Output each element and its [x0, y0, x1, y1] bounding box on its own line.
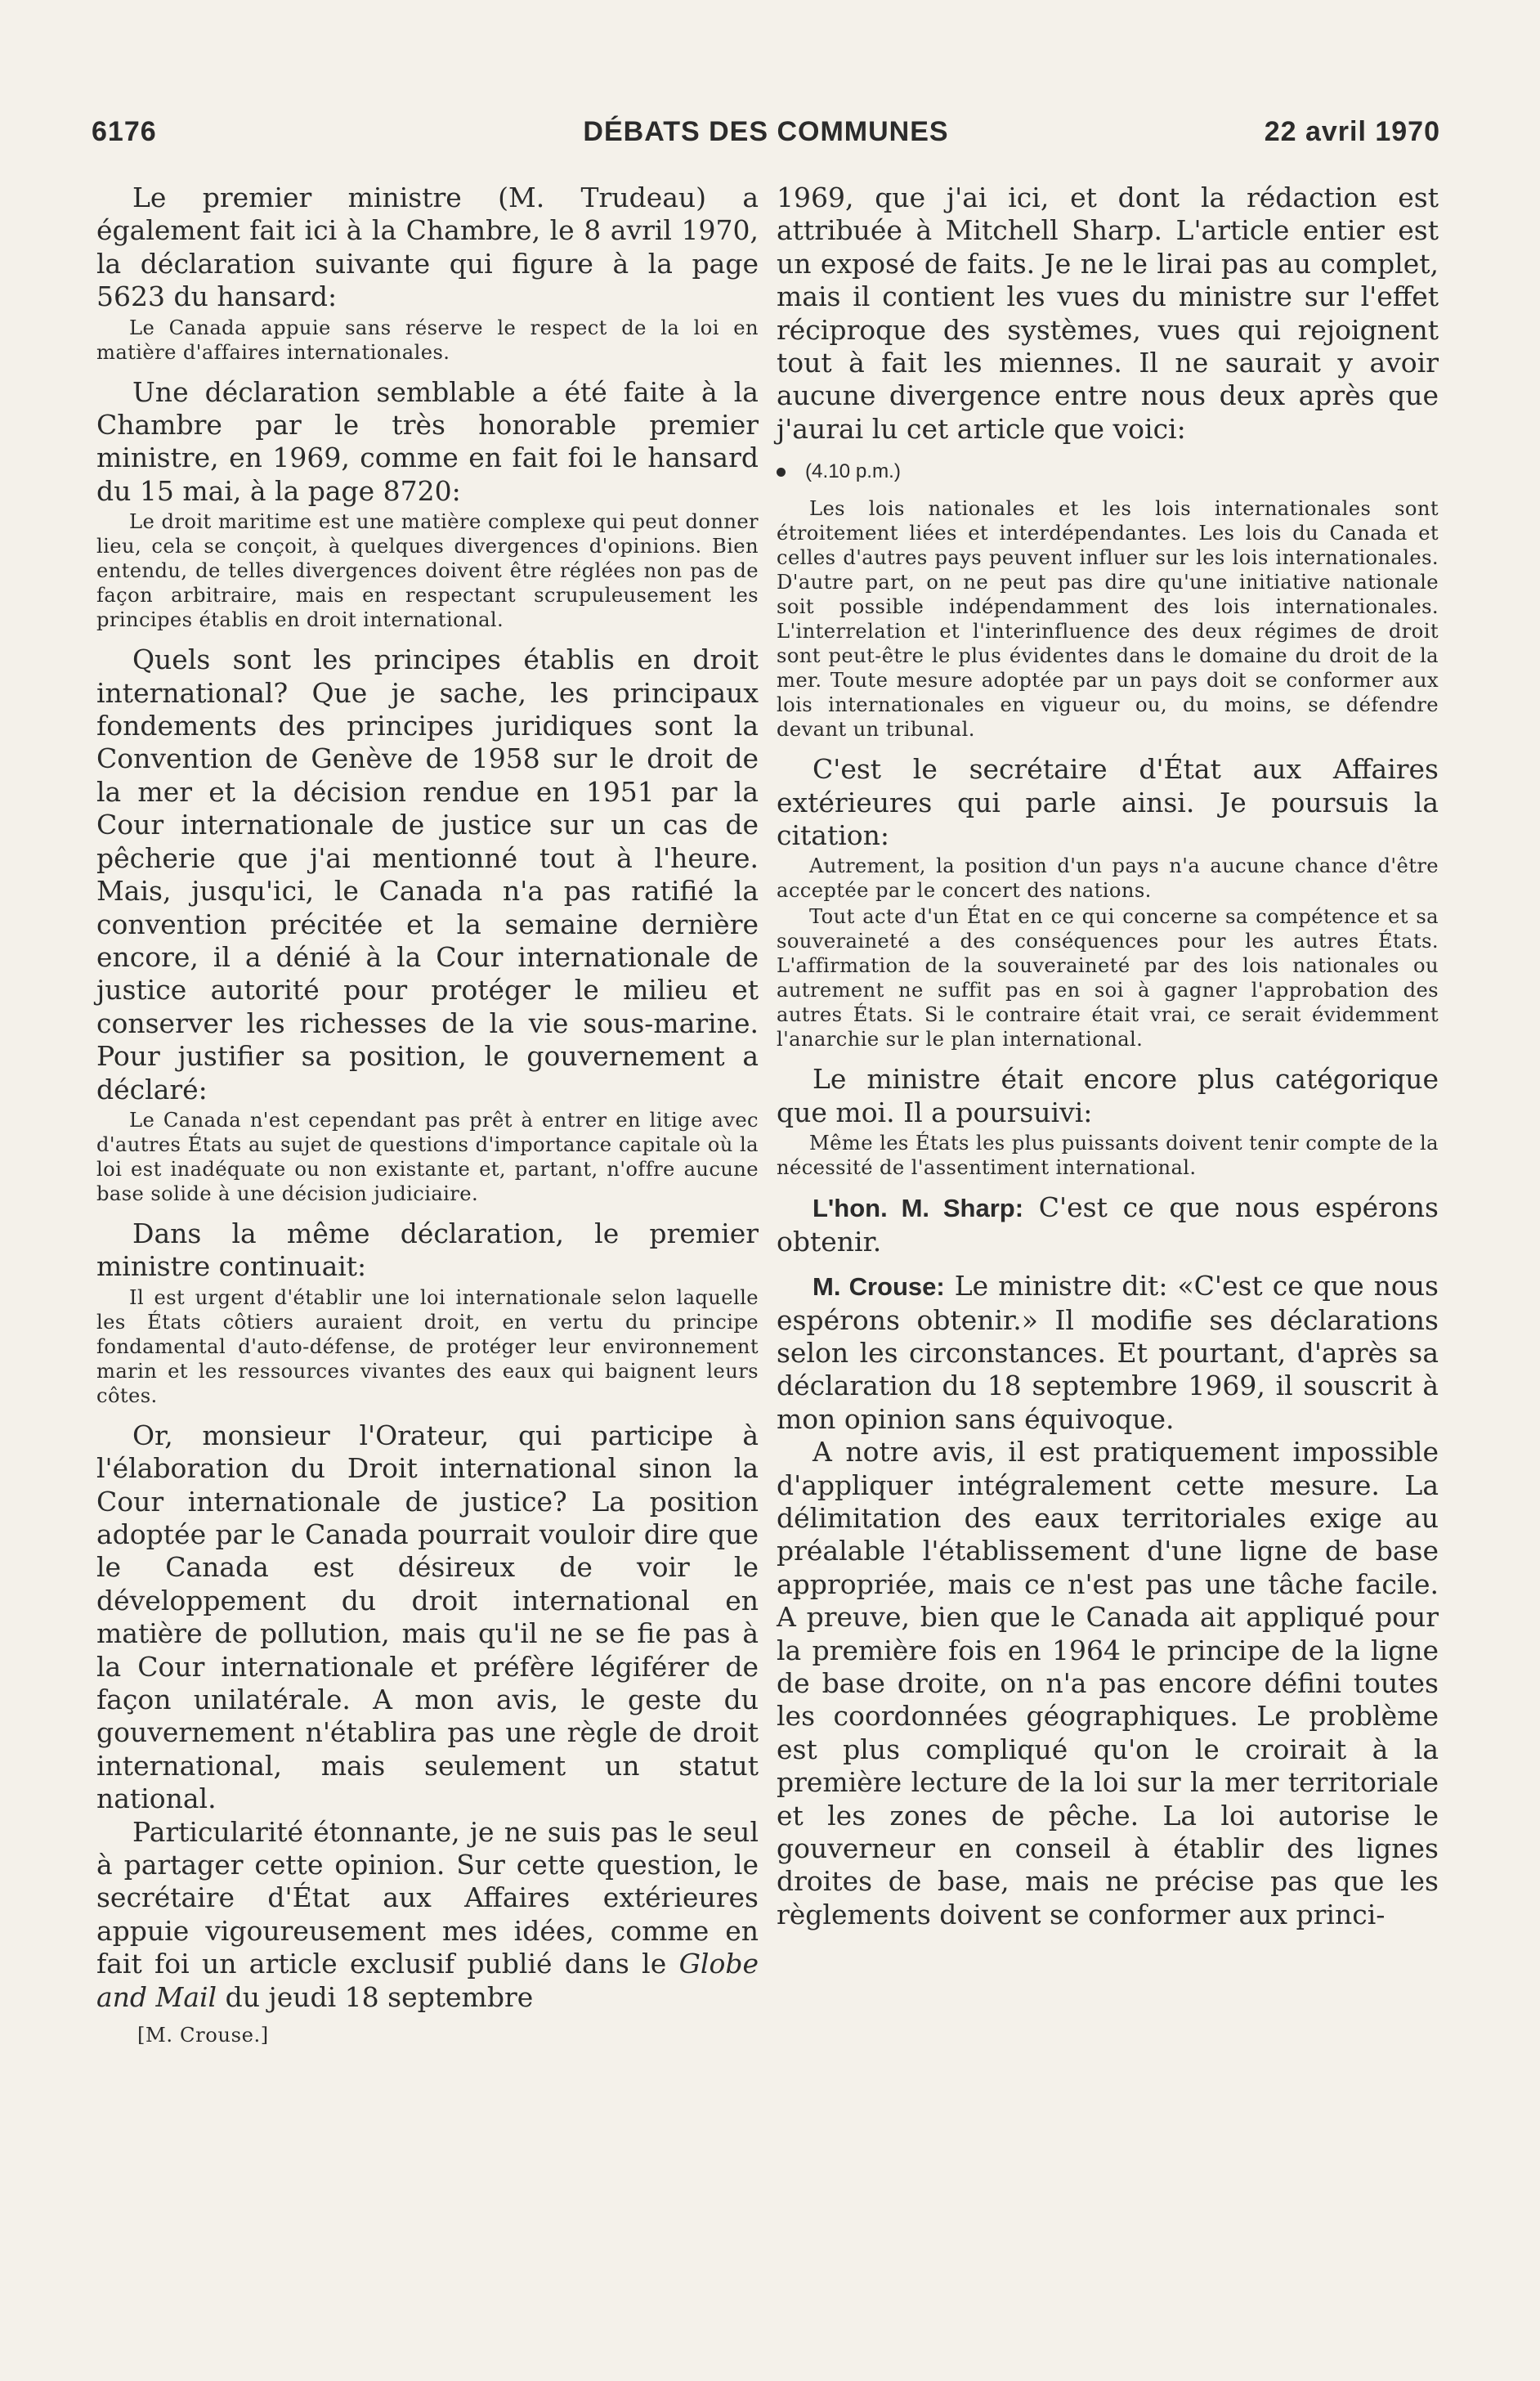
speech-crouse — [777, 1270, 1439, 1436]
paragraph: Le premier ministre (M. Trudeau) a également fait ici à la Chambre, le 8 avril 1970, la déclaration suivante qui figure à la page 5623 du hansard: — [96, 182, 759, 313]
page-date: 22 avril 1970 — [1264, 116, 1440, 147]
speech-text: Le ministre dit: «C'est ce que nous espérons obtenir.» Il modifie ses déclarations selon les circonstances. Et pourtant, d'après sa déclaration du 18 septembre 1969, il souscrit à mon opinion sans équivoque. — [777, 1270, 1439, 1435]
quotation: Le droit maritime est une matière complexe qui peut donner lieu, cela se conçoit, à quelques divergences d'opinions. Bien entendu, de telles divergences doivent être réglées non pas de façon arbitraire, mais en respectant scrupuleusement les principes établis en droit international. — [96, 510, 759, 632]
time-label: (4.10 p.m.) — [805, 460, 901, 483]
quotation: Le Canada appuie sans réserve le respect de la loi en matière d'affaires internationales. — [96, 316, 759, 364]
speaker-signature: [M. Crouse.] — [137, 2024, 269, 2047]
speech-sharp — [777, 1191, 1439, 1258]
publication-title: DÉBATS DES COMMUNES — [583, 116, 949, 147]
bullet-icon — [777, 468, 786, 477]
quotation: Il est urgent d'établir une loi internationale selon laquelle les États côtiers auraient droit, en vertu du principe fondamental d'auto-défense, de protéger leur environnement marin et les ressources vivantes des eaux qui baignent leurs côtes. — [96, 1285, 759, 1407]
paragraph: Quels sont les principes établis en droit international? Que je sache, les principaux fondements des principes juridiques sont la Convention de Genève de 1958 sur le droit de la mer et la décision rendue en 1951 par la Cour internationale de justice sur un cas de pêcherie que j'ai mentionné tout à l'heure. Mais, jusqu'ici, le Canada n'a pas ratifié la convention précitée et la semaine dernière encore, il a dénié à la Cour internationale de justice autorité pour protéger le milieu et conserver les richesses de la vie sous-marine. Pour justifier sa position, le gouvernement a déclaré: — [96, 643, 759, 1105]
text-run: Particularité étonnante, je ne suis pas le seul à partager cette opinion. Sur cette question, le secrétaire d'État aux Affaires extérieures appuie vigoureusement mes idées, comme en fait foi un article exclusif publié dans le — [96, 1815, 759, 1980]
quotation: Même les États les plus puissants doivent tenir compte de la nécessité de l'assentiment international. — [777, 1132, 1439, 1180]
quotation: Le Canada n'est cependant pas prêt à entrer en litige avec d'autres États au sujet de questions d'importance capitale où la loi est inadéquate ou non existante et, partant, n'offre aucune base solide à une décision judiciaire. — [96, 1108, 759, 1205]
newspaper-title: Globe and Mail — [96, 1948, 759, 2013]
speaker-name: L'hon. M. Sharp: — [813, 1194, 1024, 1223]
left-column — [96, 182, 759, 2047]
time-marker — [777, 460, 1439, 483]
quotation: Autrement, la position d'un pays n'a aucune chance d'être acceptée par le concert des nations. — [777, 854, 1439, 903]
quotation: Les lois nationales et les lois internationales sont étroitement liées et interdépendantes. Les lois du Canada et celles d'autres pays peuvent influer sur les lois internationales. D'autre part, on ne peut pas dire qu'une initiative nationale soit possible indépendamment des lois internationales. L'interrelation et l'interinfluence des deux régimes de droit sont peut-être le plus évidentes dans le domaine du droit de la mer. Toute mesure adoptée par un pays doit se conformer aux lois internationales en vigueur ou, du moins, se défendre devant un tribunal. — [777, 497, 1439, 742]
text-run: du jeudi 18 septembre — [217, 1980, 534, 2013]
paragraph: Le ministre était encore plus catégorique que moi. Il a poursuivi: — [777, 1063, 1439, 1128]
paragraph: A notre avis, il est pratiquement impossible d'appliquer intégralement cette mesure. La délimitation des eaux territoriales exige au préalable l'établissement d'une ligne de base appropriée, mais ce n'est pas une tâche facile. A preuve, bien que le Canada ait appliqué pour la première fois en 1964 le principe de la ligne de base droite, on n'a pas encore défini toutes les coordonnées géographiques. Le problème est plus compliqué qu'on le croirait à la première lecture de la loi sur la mer territoriale et les zones de pêche. La loi autorise le gouverneur en conseil à établir des lignes droites de base, mais ne précise pas que les règlements doivent se conformer aux princi- — [777, 1436, 1439, 1930]
speech-text: C'est ce que nous espérons obtenir. — [777, 1191, 1439, 1258]
paragraph: Dans la même déclaration, le premier ministre continuait: — [96, 1217, 759, 1283]
quotation: Tout acte d'un État en ce qui concerne sa compétence et sa souveraineté a des conséquences pour les autres États. L'affirmation de la souveraineté par des lois nationales ou autrement ne suffit pas en soi à gagner l'approbation des autres États. Si le contraire était vrai, ce serait évidemment l'anarchie sur le plan international. — [777, 905, 1439, 1051]
right-column — [777, 182, 1439, 1931]
page-number: 6176 — [92, 116, 157, 147]
paragraph: C'est le secrétaire d'État aux Affaires extérieures qui parle ainsi. Je poursuis la citation: — [777, 753, 1439, 852]
paragraph-globe-and-mail — [96, 1816, 759, 2014]
speaker-name: M. Crouse: — [813, 1272, 945, 1302]
page-header — [92, 116, 1440, 157]
paragraph: 1969, que j'ai ici, et dont la rédaction est attribuée à Mitchell Sharp. L'article entier est un exposé de faits. Je ne le lirai pas au complet, mais il contient les vues du ministre sur l'effet réciproque des systèmes, vues qui rejoignent tout à fait les miennes. Il ne saurait y avoir aucune divergence entre nous deux après que j'aurai lu cet article que voici: — [777, 182, 1439, 445]
paragraph: Or, monsieur l'Orateur, qui participe à l'élaboration du Droit international sinon la Cour internationale de justice? La position adoptée par le Canada pourrait vouloir dire que le Canada est désireux de voir le développement du droit international en matière de pollution, mais qu'il ne se fie pas à la Cour internationale et préfère légiférer de façon unilatérale. A mon avis, le geste du gouvernement n'établira pas une règle de droit international, mais seulement un statut national. — [96, 1419, 759, 1815]
paragraph: Une déclaration semblable a été faite à la Chambre par le très honorable premier ministre, en 1969, comme en fait foi le hansard du 15 mai, à la page 8720: — [96, 375, 759, 507]
